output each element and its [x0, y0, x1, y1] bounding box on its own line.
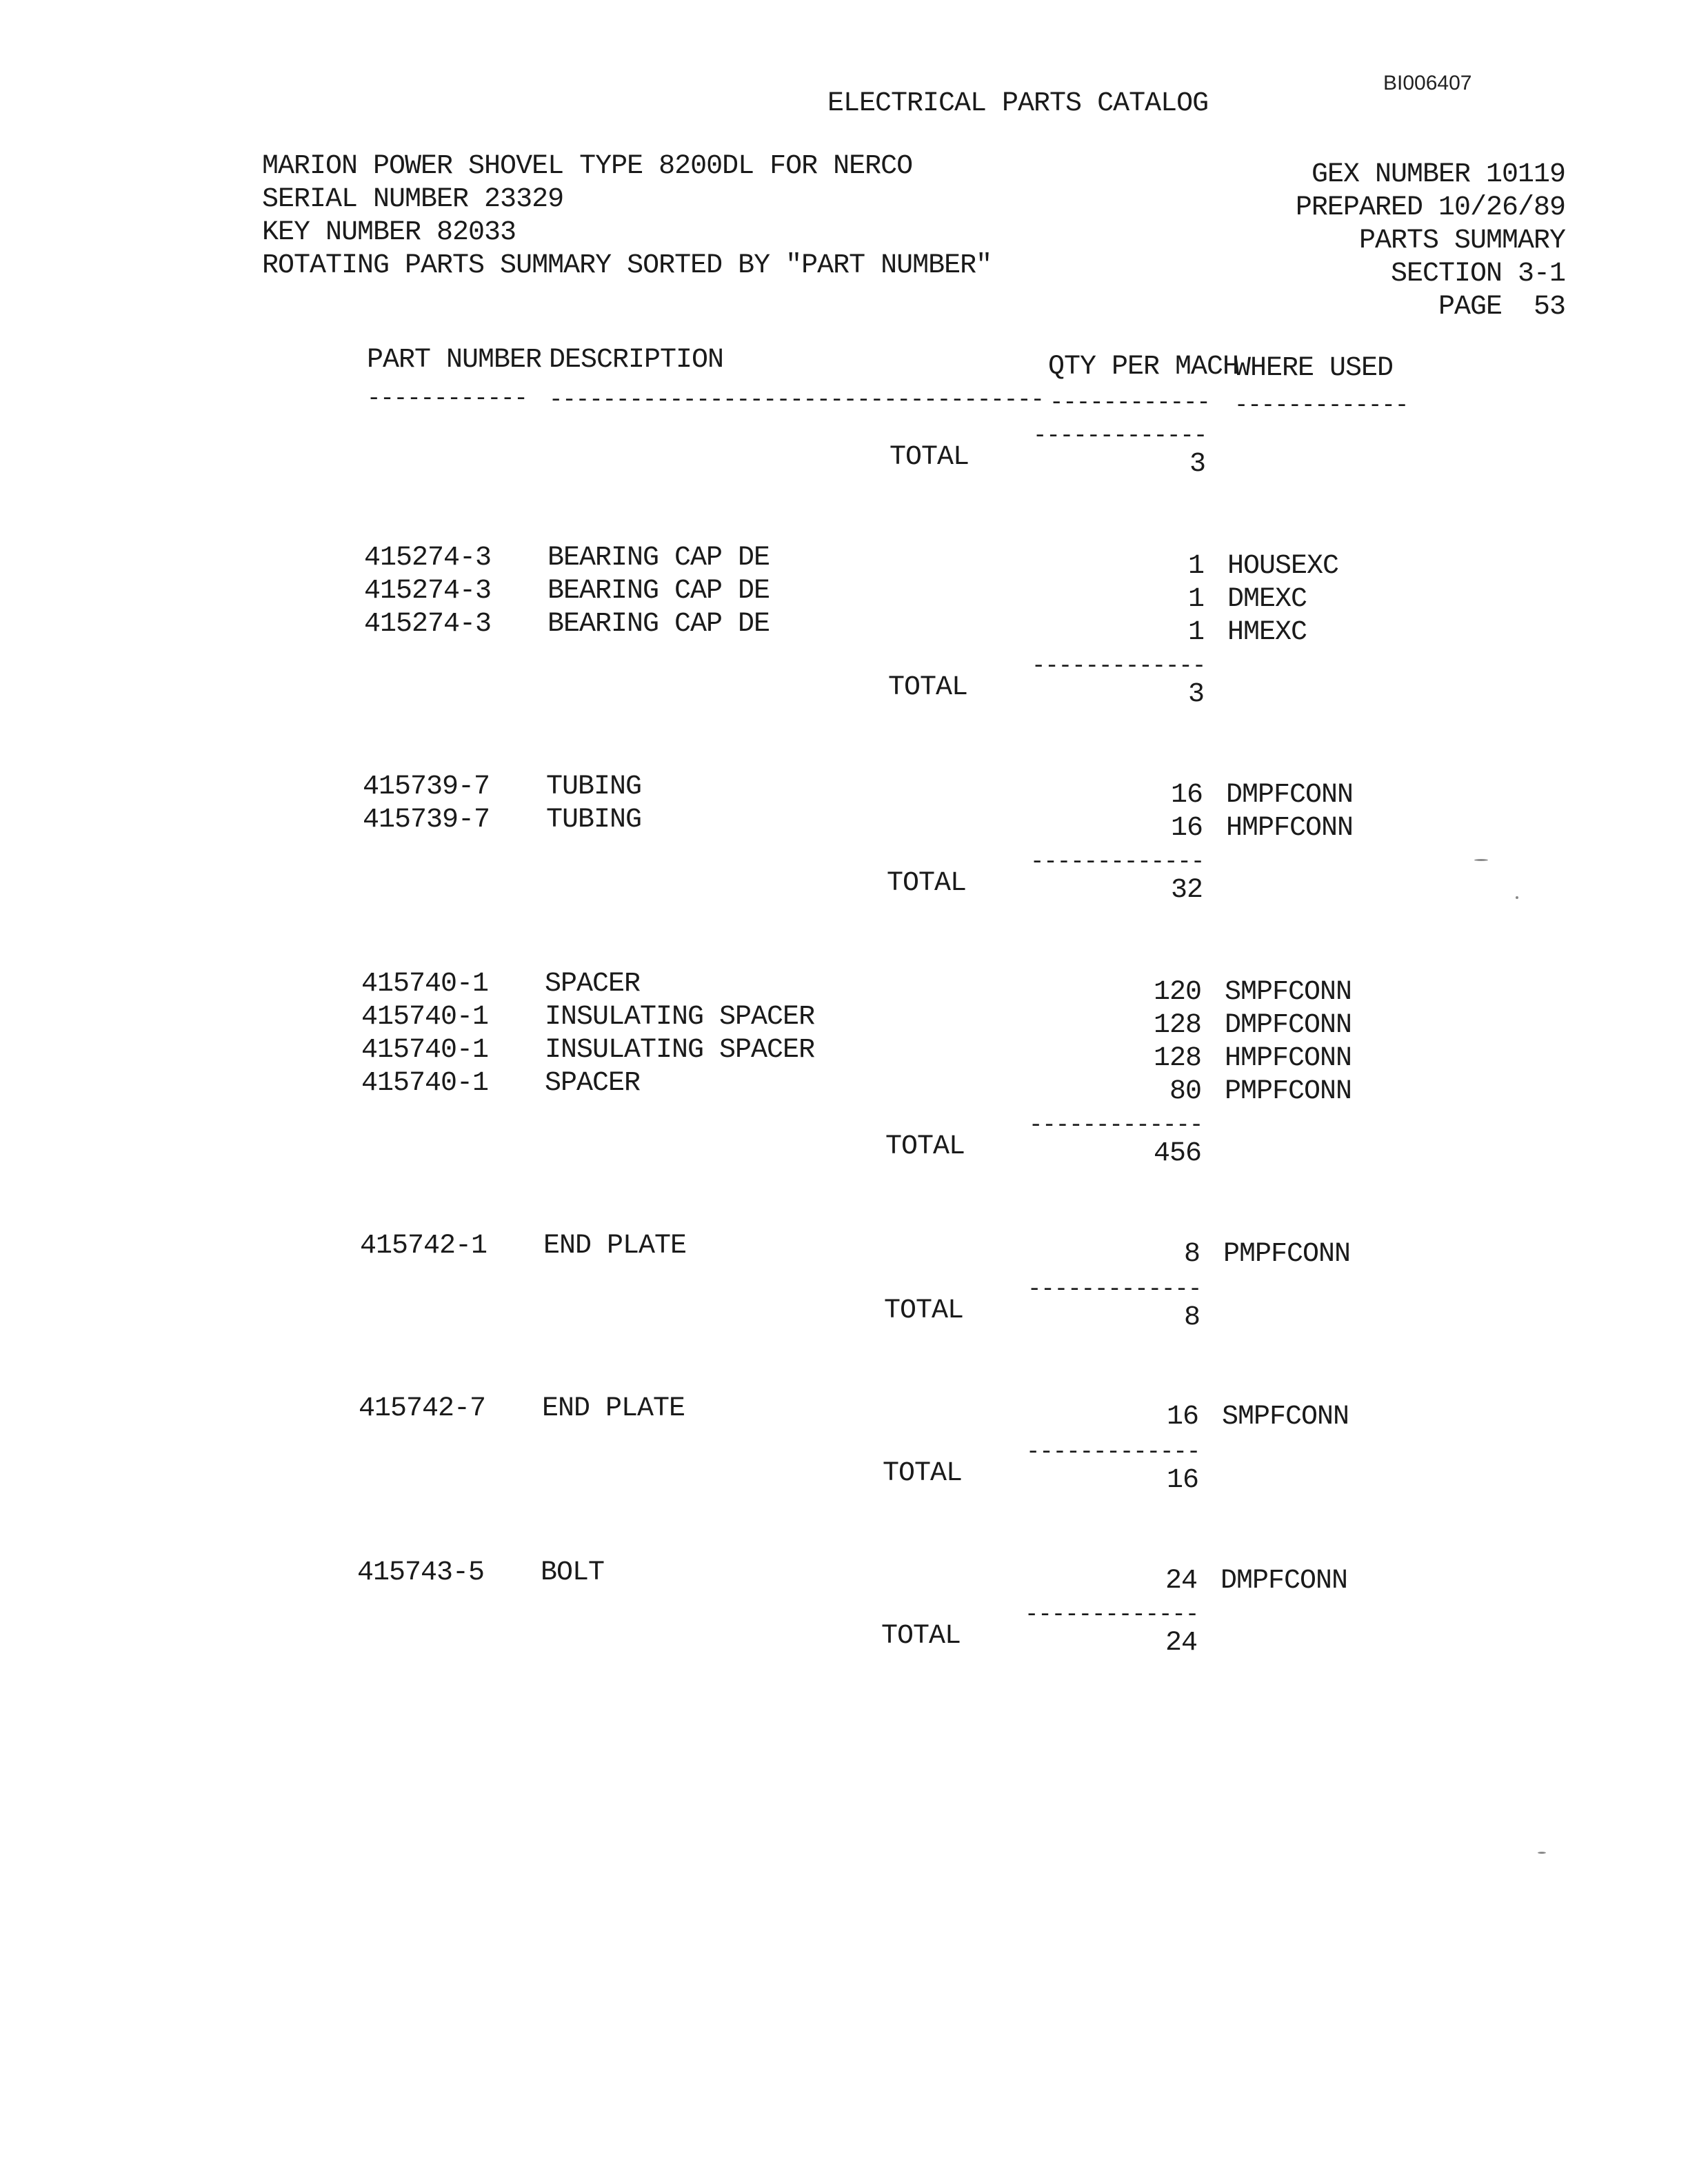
part-description: INSULATING SPACER [545, 1002, 815, 1033]
part-number: 415739-7 [363, 771, 490, 802]
total-rule: ------------- [1032, 654, 1206, 680]
catalog-title: ELECTRICAL PARTS CATALOG [827, 88, 1209, 119]
part-number: 415740-1 [361, 969, 489, 1000]
scan-speck [1516, 896, 1518, 899]
qty-per-mach: 16 [1170, 780, 1203, 811]
part-description: END PLATE [543, 1231, 687, 1262]
column-header-part-number: PART NUMBER [367, 345, 542, 376]
header-left-line: KEY NUMBER 82033 [262, 217, 516, 248]
qty-per-mach: 120 [1153, 977, 1201, 1008]
qty-per-mach: 80 [1169, 1076, 1201, 1107]
part-number: 415274-3 [364, 543, 492, 574]
part-description: BEARING CAP DE [547, 543, 770, 574]
header-left-line: SERIAL NUMBER 23329 [262, 184, 564, 215]
total-rule: ------------- [1029, 1113, 1203, 1139]
total-label: TOTAL [887, 868, 967, 899]
part-description: INSULATING SPACER [545, 1035, 815, 1066]
where-used: DMEXC [1227, 584, 1307, 615]
parts-summary-label: PARTS SUMMARY [1358, 225, 1565, 256]
header-right [1296, 159, 1565, 324]
part-description: BOLT [541, 1557, 605, 1588]
header-left-line: MARION POWER SHOVEL TYPE 8200DL FOR NERCO [262, 151, 913, 182]
qty-per-mach: 1 [1187, 551, 1204, 582]
total-value: 3 [1189, 449, 1205, 480]
qty-per-mach: 8 [1183, 1239, 1200, 1270]
total-rule: ------------- [1033, 423, 1207, 449]
part-number: 415274-3 [364, 576, 492, 607]
qty-per-mach: 1 [1187, 584, 1204, 615]
total-label: TOTAL [888, 672, 968, 703]
part-description: TUBING [546, 771, 642, 802]
total-label: TOTAL [884, 1295, 964, 1326]
where-used: DMPFCONN [1226, 780, 1354, 811]
column-rule-part: ------------ [367, 386, 528, 412]
part-number: 415742-7 [359, 1393, 486, 1424]
scan-speck [1474, 859, 1488, 861]
scan-speck [1538, 1852, 1546, 1854]
where-used: HMPFCONN [1226, 813, 1354, 844]
column-header-where-used: WHERE USED [1234, 353, 1394, 384]
part-number: 415742-1 [360, 1231, 488, 1262]
prepared-date: PREPARED 10/26/89 [1295, 192, 1565, 223]
where-used: PMPFCONN [1223, 1239, 1351, 1270]
qty-per-mach: 16 [1170, 813, 1203, 844]
total-value: 3 [1187, 679, 1204, 710]
column-rule-description: ------------------------------------- [549, 387, 1044, 414]
total-value: 8 [1183, 1302, 1200, 1333]
total-rule: ------------- [1030, 849, 1205, 876]
part-description: BEARING CAP DE [547, 609, 770, 640]
part-description: SPACER [545, 969, 641, 1000]
part-description: BEARING CAP DE [547, 576, 770, 607]
column-header-description: DESCRIPTION [549, 345, 724, 376]
column-rule-where-used: ------------- [1234, 393, 1409, 419]
part-number: 415740-1 [361, 1035, 489, 1066]
column-rule-qty: ------------ [1049, 390, 1210, 416]
part-number: 415743-5 [357, 1557, 485, 1588]
total-label: TOTAL [885, 1131, 965, 1162]
section-label: SECTION 3-1 [1390, 259, 1565, 290]
qty-per-mach: 16 [1166, 1402, 1198, 1433]
document-id: BI006407 [1383, 72, 1472, 94]
total-value: 16 [1166, 1465, 1198, 1496]
total-label: TOTAL [881, 1621, 961, 1652]
total-value: 24 [1165, 1628, 1197, 1659]
qty-per-mach: 1 [1187, 617, 1204, 648]
where-used: HMPFCONN [1225, 1043, 1352, 1074]
total-rule: ------------- [1025, 1602, 1199, 1628]
where-used: HMEXC [1227, 617, 1307, 648]
where-used: DMPFCONN [1220, 1566, 1348, 1597]
total-label: TOTAL [890, 442, 969, 473]
qty-per-mach: 128 [1153, 1043, 1201, 1074]
part-number: 415274-3 [364, 609, 492, 640]
part-number: 415740-1 [361, 1002, 489, 1033]
page-number: PAGE 53 [1438, 292, 1565, 323]
where-used: HOUSEXC [1227, 551, 1339, 582]
where-used: PMPFCONN [1225, 1076, 1352, 1107]
gex-number: GEX NUMBER 10119 [1311, 159, 1565, 190]
qty-per-mach: 128 [1153, 1010, 1201, 1041]
total-rule: ------------- [1027, 1277, 1202, 1303]
column-header-qty: QTY PER MACH [1048, 352, 1239, 383]
part-number: 415740-1 [361, 1068, 489, 1099]
where-used: SMPFCONN [1222, 1402, 1349, 1433]
part-description: END PLATE [542, 1393, 685, 1424]
part-description: TUBING [546, 805, 642, 836]
total-label: TOTAL [883, 1458, 963, 1489]
header-left-line: ROTATING PARTS SUMMARY SORTED BY "PART NUMBER" [262, 250, 992, 281]
part-number: 415739-7 [363, 805, 490, 836]
where-used: SMPFCONN [1225, 977, 1352, 1008]
qty-per-mach: 24 [1165, 1566, 1197, 1597]
total-value: 32 [1170, 875, 1203, 906]
total-rule: ------------- [1026, 1439, 1200, 1466]
header-left [262, 150, 992, 283]
total-value: 456 [1153, 1138, 1201, 1169]
part-description: SPACER [545, 1068, 641, 1099]
where-used: DMPFCONN [1225, 1010, 1352, 1041]
